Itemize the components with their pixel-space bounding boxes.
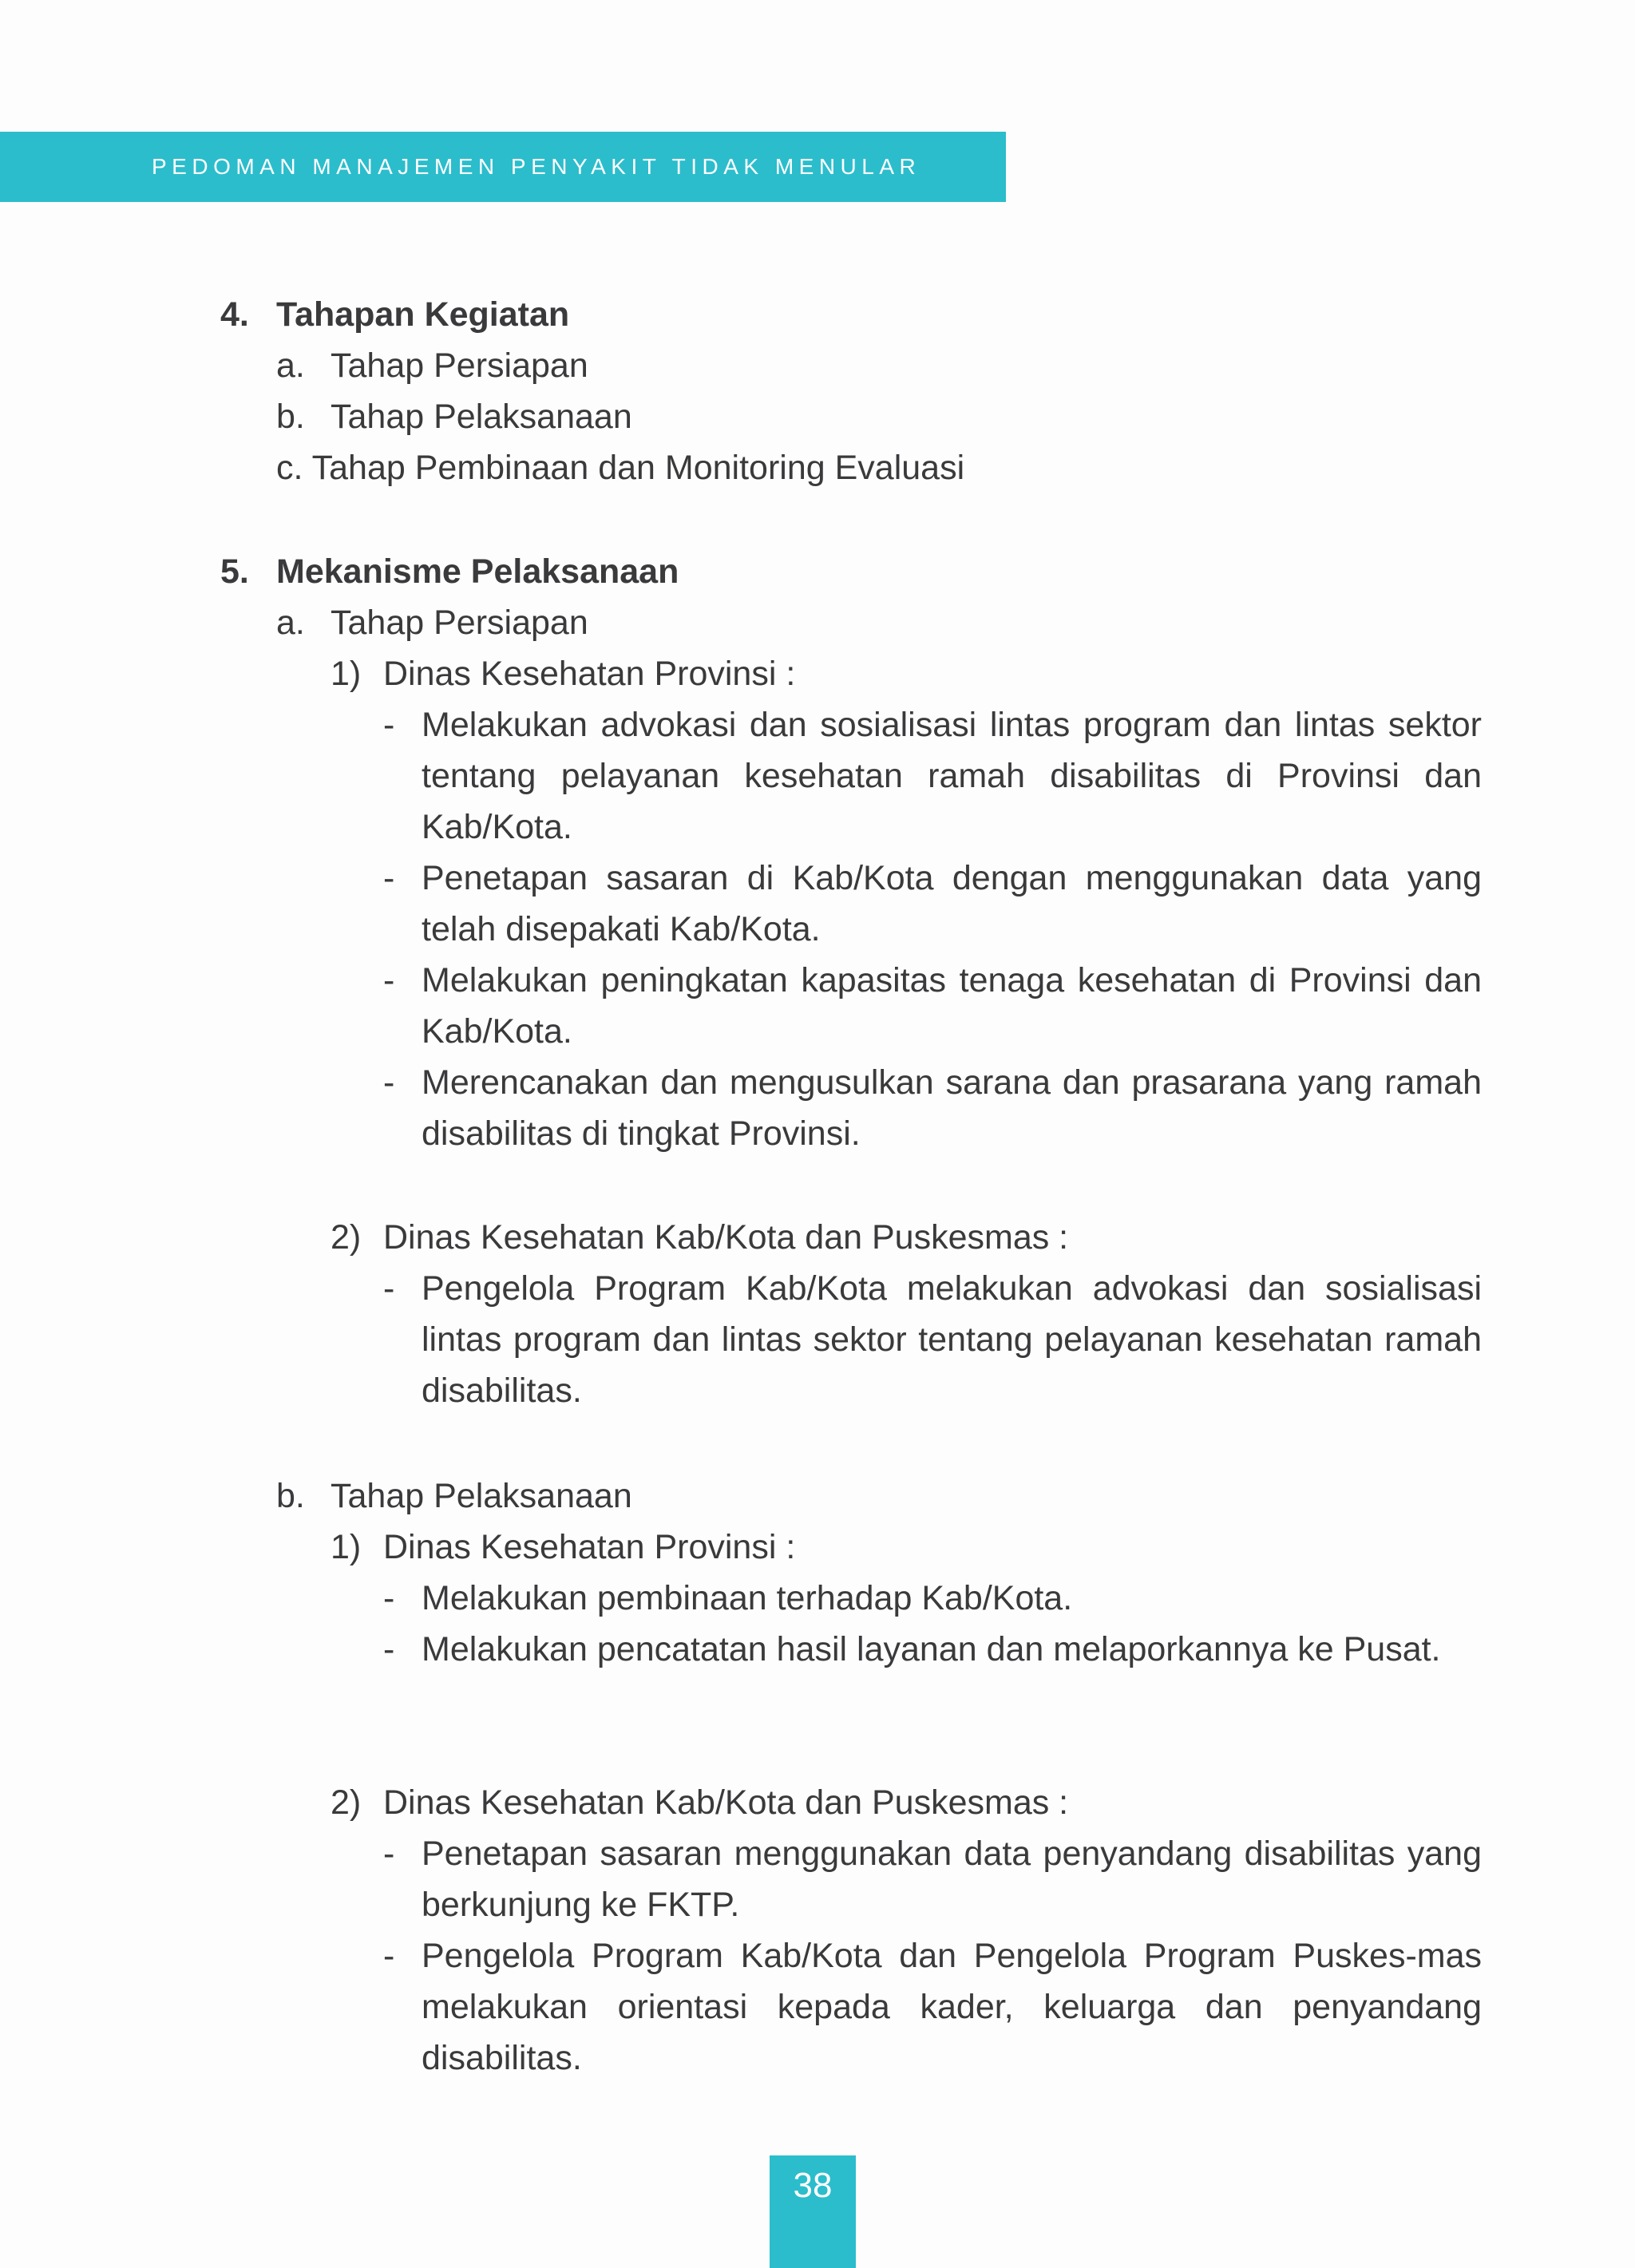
subsub-title: Dinas Kesehatan Provinsi : bbox=[383, 655, 796, 693]
bullet-dash: - bbox=[383, 859, 395, 897]
list-marker: 1) bbox=[331, 1528, 362, 1566]
bullet-text: Melakukan advokasi dan sosialisasi lintas program dan lintas sektor tentang pelayanan kesehatan ramah disabilitas di Provinsi dan Kab/Kota. bbox=[422, 706, 1482, 846]
bullet-dash: - bbox=[383, 706, 395, 744]
running-header: PEDOMAN MANAJEMEN PENYAKIT TIDAK MENULAR bbox=[152, 154, 921, 179]
bullet-dash: - bbox=[383, 1630, 395, 1668]
subsub-title: Dinas Kesehatan Kab/Kota dan Puskesmas : bbox=[383, 1783, 1069, 1822]
page-number-box bbox=[770, 2155, 856, 2268]
bullet-text: Melakukan pembinaan terhadap Kab/Kota. bbox=[422, 1579, 1073, 1617]
section-title: Tahapan Kegiatan bbox=[276, 295, 570, 334]
subsection-title: Tahap Pelaksanaan bbox=[331, 1477, 632, 1515]
list-marker: b. bbox=[276, 1477, 305, 1515]
bullet-text: Melakukan pencatatan hasil layanan dan melaporkannya ke Pusat. bbox=[422, 1630, 1441, 1668]
list-marker: a. bbox=[276, 604, 305, 642]
section-number: 5. bbox=[220, 552, 249, 591]
bullet-dash: - bbox=[383, 1835, 395, 1873]
bullet-text: Merencanakan dan mengusulkan sarana dan prasarana yang ramah disabilitas di tingkat Provinsi. bbox=[422, 1063, 1482, 1153]
bullet-dash: - bbox=[383, 1269, 395, 1308]
bullet-dash: - bbox=[383, 1063, 395, 1102]
bullet-dash: - bbox=[383, 1937, 395, 1975]
bullet-text: Penetapan sasaran menggunakan data penyandang disabilitas yang berkunjung ke FKTP. bbox=[422, 1835, 1482, 1924]
list-marker: b. bbox=[276, 398, 305, 436]
bullet-dash: - bbox=[383, 1579, 395, 1617]
section-number: 4. bbox=[220, 295, 249, 334]
list-item: Tahap Persiapan bbox=[331, 346, 588, 385]
list-marker: 1) bbox=[331, 655, 362, 693]
subsection-title: Tahap Persiapan bbox=[331, 604, 588, 642]
bullet-dash: - bbox=[383, 961, 395, 999]
bullet-text: Melakukan peningkatan kapasitas tenaga kesehatan di Provinsi dan Kab/Kota. bbox=[422, 961, 1482, 1051]
list-marker: a. bbox=[276, 346, 305, 385]
list-item: Tahap Pelaksanaan bbox=[331, 398, 632, 436]
subsub-title: Dinas Kesehatan Kab/Kota dan Puskesmas : bbox=[383, 1218, 1069, 1257]
subsub-title: Dinas Kesehatan Provinsi : bbox=[383, 1528, 796, 1566]
page-number: 38 bbox=[793, 2166, 833, 2205]
bullet-text: Pengelola Program Kab/Kota dan Pengelola Program Puskes-mas melakukan orientasi kepada kader, keluarga dan penyandang disabilitas. bbox=[422, 1937, 1482, 2077]
section-title: Mekanisme Pelaksanaan bbox=[276, 552, 679, 591]
bullet-text: Penetapan sasaran di Kab/Kota dengan menggunakan data yang telah disepakati Kab/Kota. bbox=[422, 859, 1482, 948]
list-marker: 2) bbox=[331, 1783, 362, 1822]
list-marker: 2) bbox=[331, 1218, 362, 1257]
header-band bbox=[0, 132, 1006, 202]
list-item: c. Tahap Pembinaan dan Monitoring Evaluasi bbox=[276, 449, 965, 487]
bullet-text: Pengelola Program Kab/Kota melakukan advokasi dan sosialisasi lintas program dan lintas sektor tentang pelayanan kesehatan ramah disabilitas. bbox=[422, 1269, 1482, 1410]
